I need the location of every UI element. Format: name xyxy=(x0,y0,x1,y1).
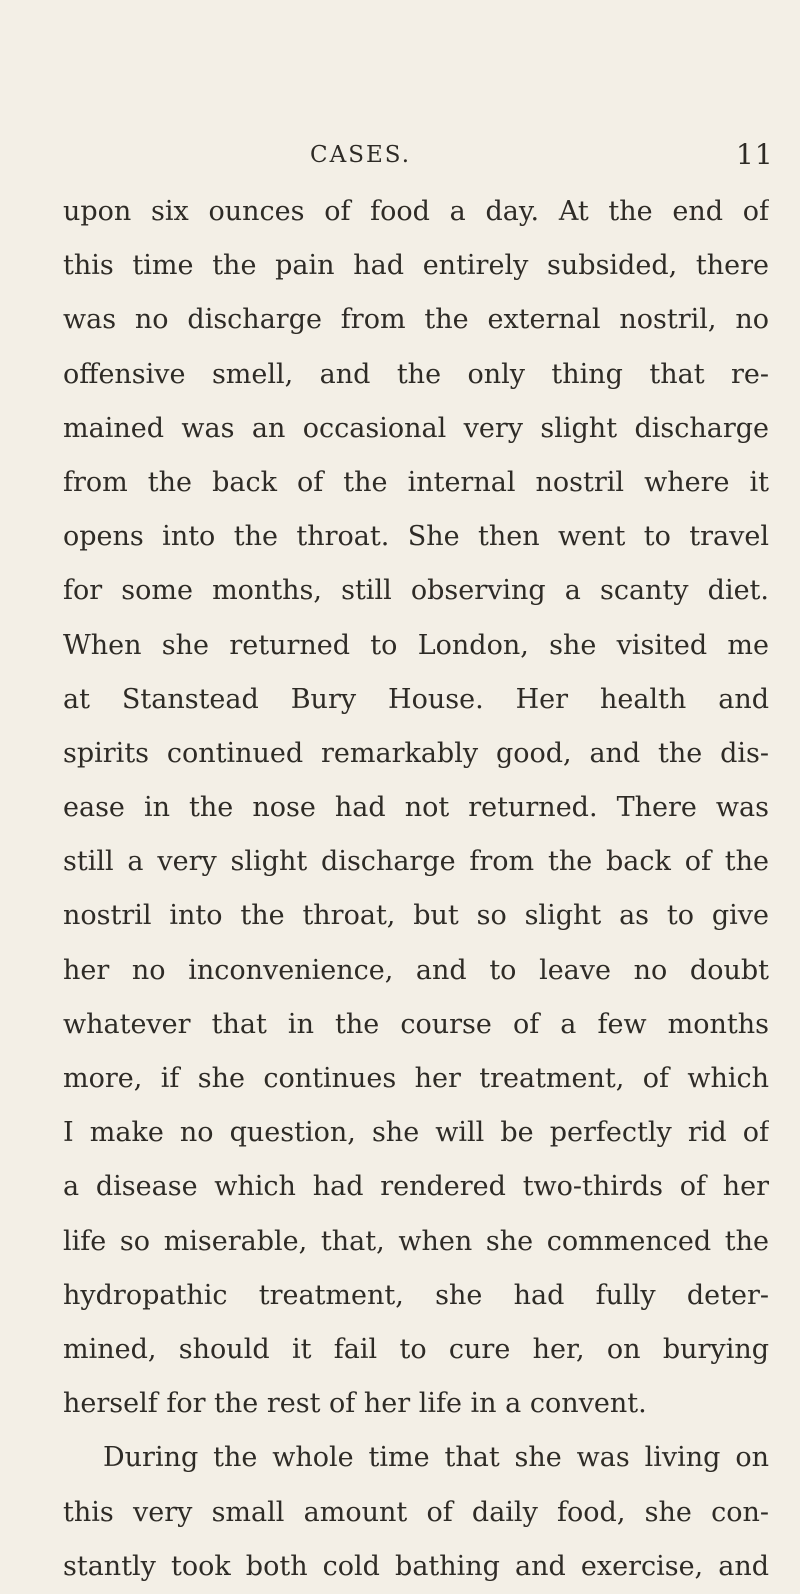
text-line: ease in the nose had not returned. There was xyxy=(63,792,769,824)
text-line: from the back of the internal nostril where it xyxy=(63,466,769,498)
text-line: this time the pain had entirely subsided, there xyxy=(63,250,769,282)
text-line: her no inconvenience, and to leave no doubt xyxy=(63,954,769,986)
page-number: 11 xyxy=(736,138,774,171)
text-line: this very small amount of daily food, she con- xyxy=(63,1496,769,1528)
text-line: upon six ounces of food a day. At the end of xyxy=(63,196,769,227)
text-line: a disease which had rendered two-thirds of her xyxy=(63,1171,769,1203)
text-line: When she returned to London, she visited me xyxy=(63,629,769,661)
text-line: whatever that in the course of a few months xyxy=(63,1008,769,1040)
text-line: opens into the throat. She then went to travel xyxy=(63,521,769,553)
text-line: herself for the rest of her life in a convent. xyxy=(63,1388,647,1420)
text-line: stantly took both cold bathing and exercise, and xyxy=(63,1550,769,1582)
text-line: at Stanstead Bury House. Her health and xyxy=(63,683,769,715)
text-line: offensive smell, and the only thing that re- xyxy=(63,358,769,390)
text-line: life so miserable, that, when she commenced the xyxy=(63,1225,769,1257)
text-line: I make no question, she will be perfectly rid of xyxy=(63,1117,769,1149)
text-line: was no discharge from the external nostril, no xyxy=(63,304,769,336)
text-line: still a very slight discharge from the back of the xyxy=(63,846,769,878)
text-line: mined, should it fail to cure her, on burying xyxy=(63,1333,769,1365)
text-line: for some months, still observing a scanty diet. xyxy=(63,575,769,607)
body-text xyxy=(63,185,769,1594)
text-line: more, if she continues her treatment, of which xyxy=(63,1063,769,1094)
page-header xyxy=(0,138,800,182)
text-line: spirits continued remarkably good, and the dis- xyxy=(63,737,769,769)
text-line: During the whole time that she was living on xyxy=(103,1442,769,1474)
text-line: hydropathic treatment, she had fully deter- xyxy=(63,1279,769,1311)
text-line: nostril into the throat, but so slight as to give xyxy=(63,900,769,932)
running-head: CASES. xyxy=(310,142,412,168)
text-line: mained was an occasional very slight discharge xyxy=(63,412,769,444)
